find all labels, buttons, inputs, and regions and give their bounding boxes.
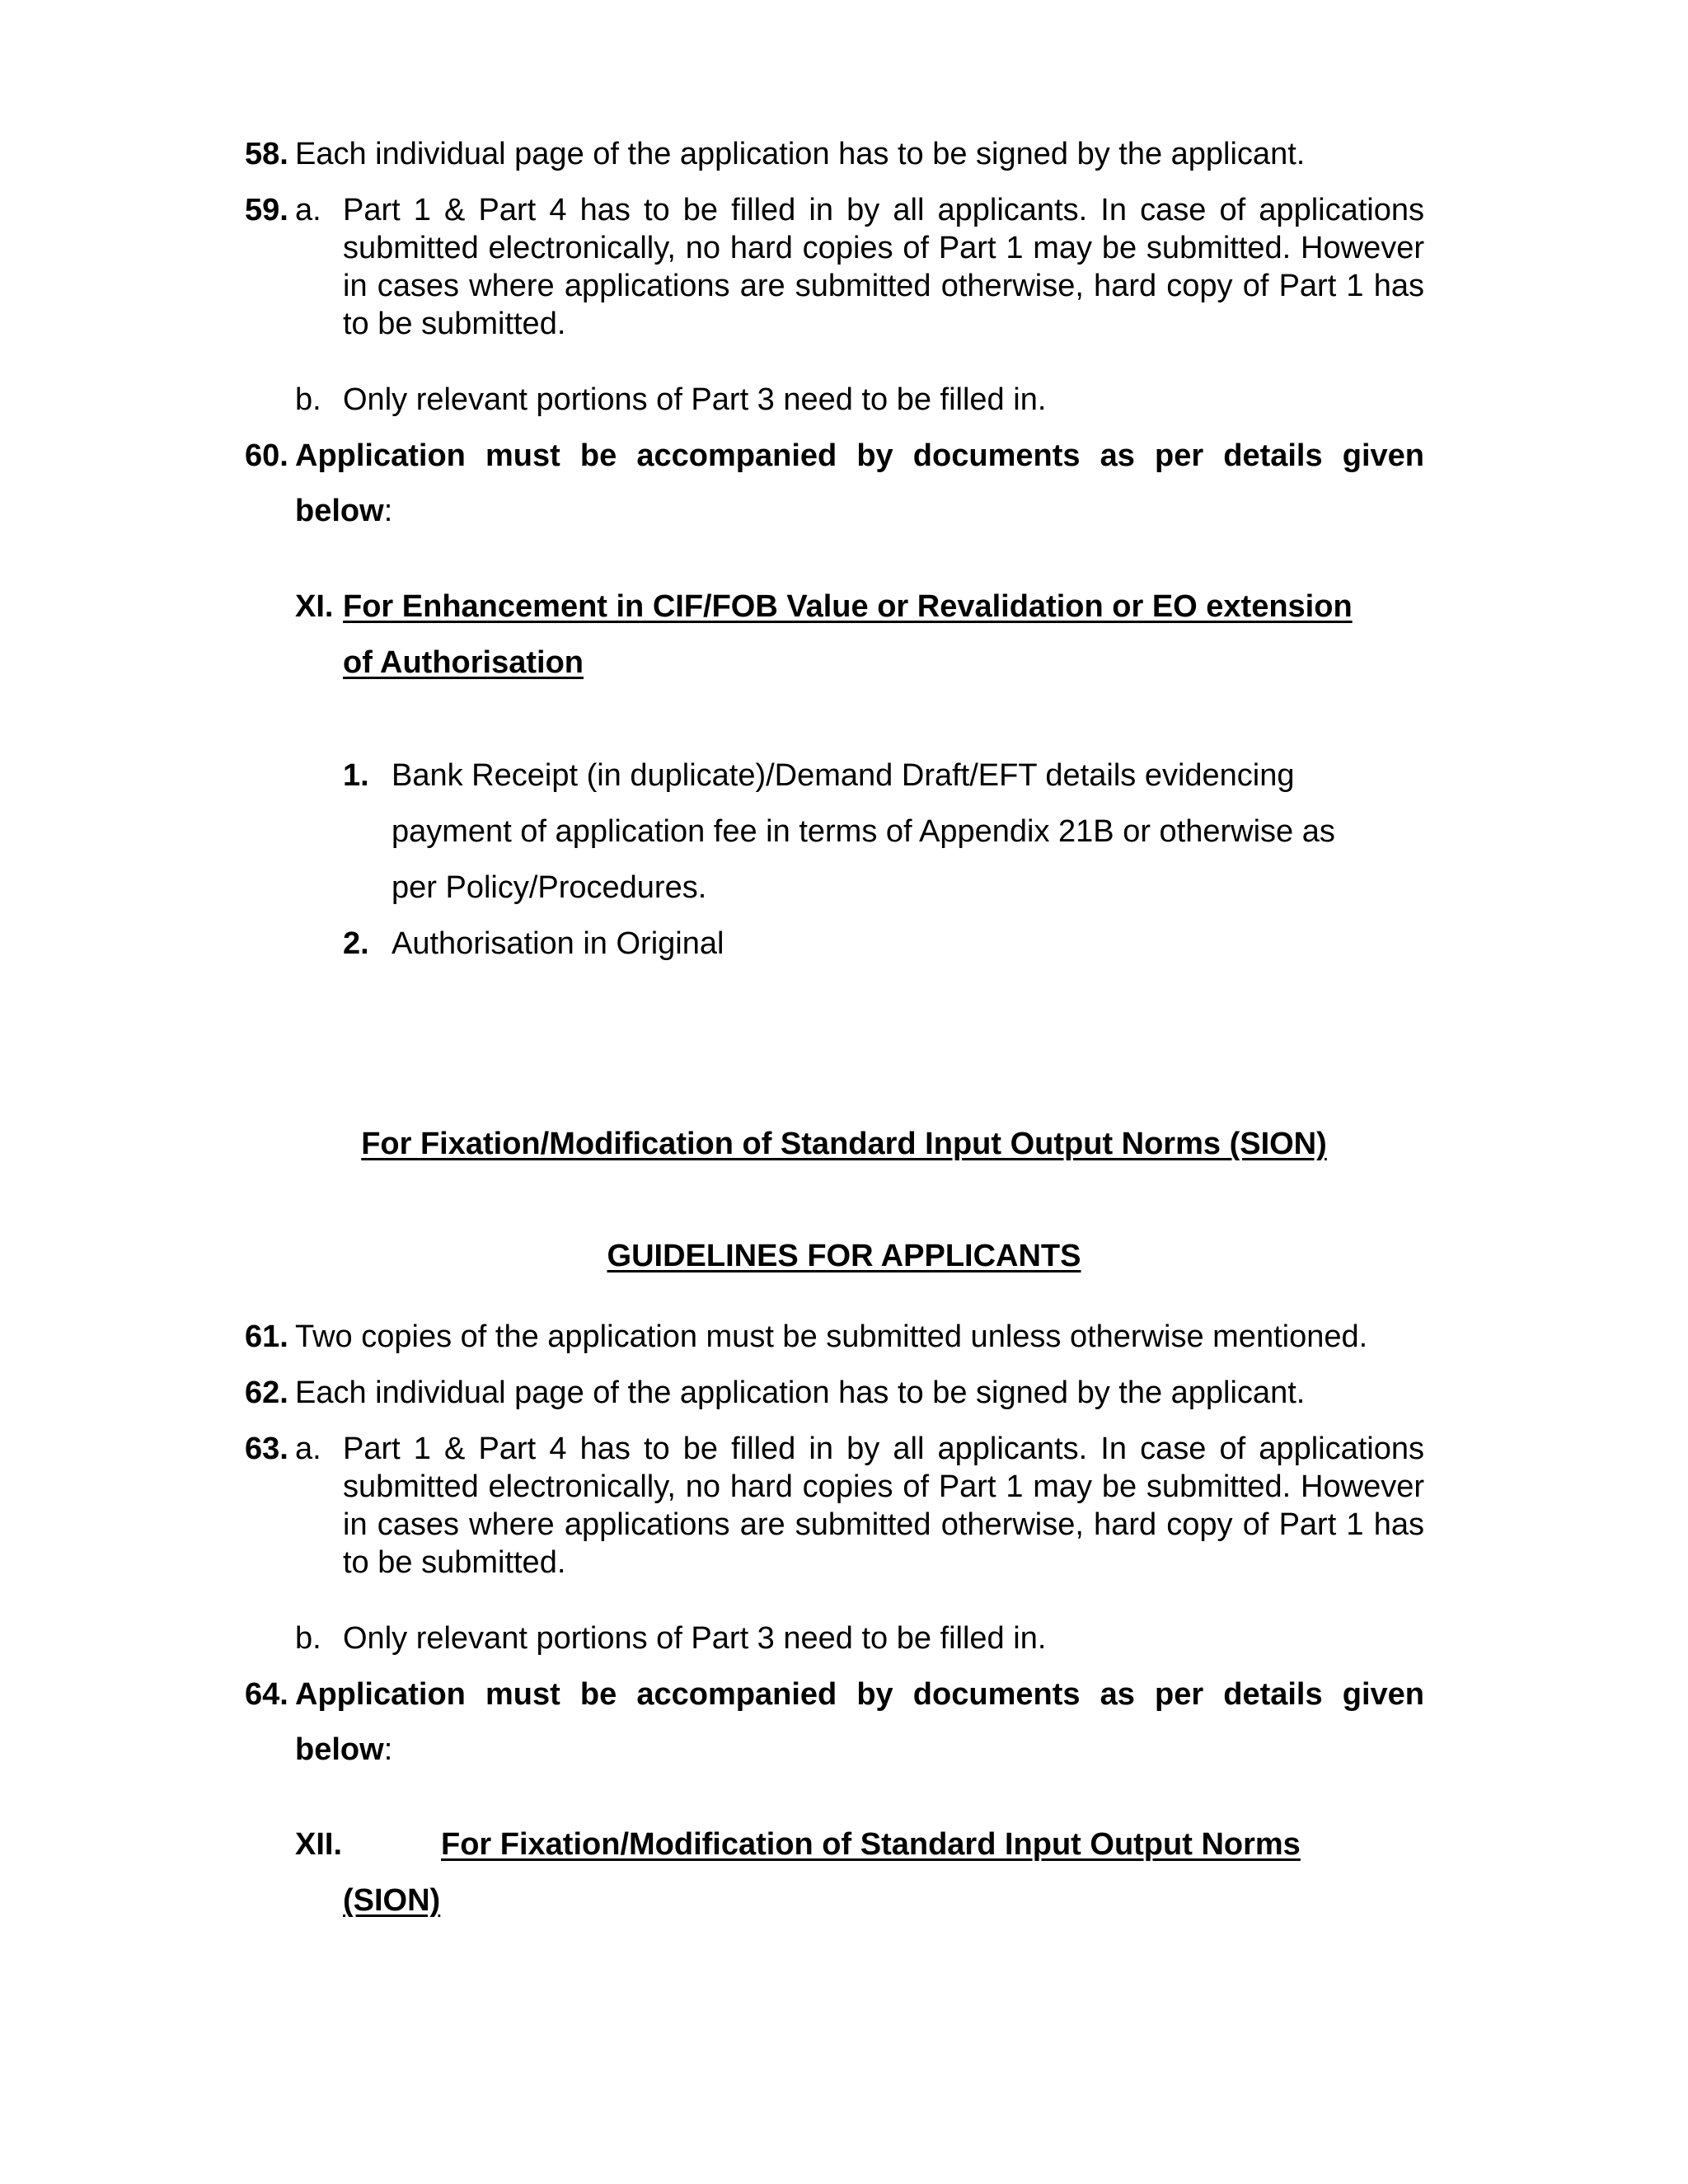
section-title: For Enhancement in CIF/FOB Value or Revalidation or EO extension — [343, 589, 1353, 624]
document-line: payment of application fee in terms of Appendix 21B or otherwise as — [392, 814, 1335, 849]
section-heading: For Fixation/Modification of Standard Input Output Norms (SION) — [361, 1127, 1327, 1161]
section-label: XII. — [295, 1827, 343, 1862]
sub-item-text: Part 1 & Part 4 has to be filled in by all applicants. In case of applications submitted electronically, no hard copies of Part 1 may be submitted. However in cases where applications are submitted otherwise, hard copy of Part 1 has to be submitted. — [343, 1432, 1424, 1580]
item-text: Each individual page of the application has to be signed by the applicant. — [295, 1376, 1306, 1410]
item-text-end: below — [295, 1732, 384, 1767]
sub-item-text: Only relevant portions of Part 3 need to be filled in. — [343, 1621, 1047, 1656]
item-number: 61. — [245, 1319, 288, 1354]
colon: : — [383, 1732, 393, 1767]
item-number: 58. — [245, 137, 288, 171]
item-number: 62. — [245, 1376, 288, 1410]
item-number: 59. — [245, 193, 288, 227]
section-title-continued: (SION) — [343, 1883, 441, 1918]
item-text-end: below — [295, 494, 384, 528]
item-text: Two copies of the application must be submitted unless otherwise mentioned. — [295, 1319, 1368, 1354]
section-title-continued: of Authorisation — [343, 645, 584, 680]
item-text: Application must be accompanied by documents as per details given — [295, 1677, 1424, 1712]
document-line: per Policy/Procedures. — [392, 870, 707, 905]
item-text-continued — [295, 492, 392, 530]
guidelines-heading: GUIDELINES FOR APPLICANTS — [607, 1239, 1081, 1273]
document-line: Bank Receipt (in duplicate)/Demand Draft/EFT details evidencing — [392, 758, 1295, 793]
document-line: Authorisation in Original — [392, 926, 724, 961]
document-number: 1. — [343, 758, 369, 793]
item-text-continued — [295, 1731, 392, 1769]
item-number: 60. — [245, 438, 288, 473]
document-number: 2. — [343, 926, 369, 961]
item-number: 63. — [245, 1432, 288, 1466]
item-text: Application must be accompanied by documents as per details given — [295, 438, 1424, 473]
sub-item-text: Part 1 & Part 4 has to be filled in by all applicants. In case of applications submitted electronically, no hard copies of Part 1 may be submitted. However in cases where applications are submitted otherwise, hard copy of Part 1 has to be submitted. — [343, 193, 1424, 341]
sub-item-label: b. — [295, 1621, 321, 1656]
sub-item-label: a. — [295, 1432, 321, 1466]
item-number: 64. — [245, 1677, 288, 1712]
sub-item-label: b. — [295, 382, 321, 417]
section-label: XI. — [295, 589, 334, 624]
sub-item-label: a. — [295, 193, 321, 227]
item-text: Each individual page of the application has to be signed by the applicant. — [295, 137, 1306, 171]
section-title: For Fixation/Modification of Standard Input Output Norms — [441, 1827, 1301, 1862]
colon: : — [383, 494, 393, 528]
sub-item-text: Only relevant portions of Part 3 need to be filled in. — [343, 382, 1047, 417]
